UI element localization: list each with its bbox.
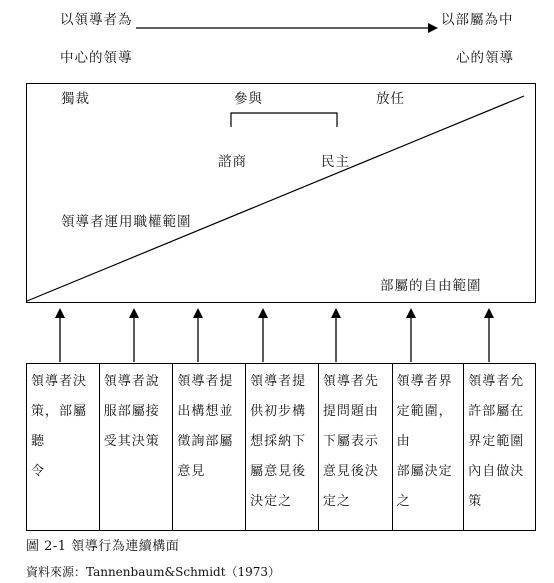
leader-centered-label-line1: 以領導者為 bbox=[60, 12, 133, 28]
leader-authority-area-label: 領導者運用職權範圍 bbox=[61, 214, 192, 230]
leader-behavior-table bbox=[26, 363, 536, 531]
leader-centered-label-line2: 中心的領導 bbox=[60, 50, 133, 66]
subordinate-freedom-area-label: 部屬的自由範圍 bbox=[380, 278, 482, 294]
behavior-cell-1: 領導者決 策，部屬聽 令 bbox=[27, 364, 100, 530]
style-participative: 參與 bbox=[234, 91, 263, 107]
behavior-cell-3: 領導者提 出構想並 徵詢部屬 意見 bbox=[173, 364, 246, 530]
style-laissez-faire: 放任 bbox=[376, 91, 405, 107]
style-autocratic: 獨裁 bbox=[61, 91, 90, 107]
behavior-arrows bbox=[60, 310, 489, 362]
behavior-cell-4: 領導者提 供初步構 想採納下 屬意見後 決定之 bbox=[246, 364, 319, 530]
behavior-cell-6: 領導者界 定範圍，由 部屬決定 之 bbox=[393, 364, 465, 530]
behavior-cell-5: 領導者先 提問題由 下屬表示 意見後決 定之 bbox=[319, 364, 393, 530]
participation-consultative: 諮商 bbox=[218, 154, 247, 170]
subordinate-centered-label-line2: 心的領導 bbox=[456, 50, 514, 66]
behavior-cell-7: 領導者允 許部屬在 界定範圍 內自做決 策 bbox=[468, 374, 525, 509]
leadership-continuum-panel bbox=[26, 83, 536, 303]
subordinate-centered-label-line1: 以部屬為中 bbox=[441, 12, 514, 28]
figure-caption: 圖 2-1 領導行為連續構面 bbox=[26, 539, 180, 554]
behavior-cell-2: 領導者說 服部屬接 受其決策 bbox=[100, 364, 174, 530]
participation-democratic: 民主 bbox=[321, 154, 350, 170]
figure-source: 資料來源：Tannenbaum&Schmidt（1973） bbox=[26, 565, 281, 579]
